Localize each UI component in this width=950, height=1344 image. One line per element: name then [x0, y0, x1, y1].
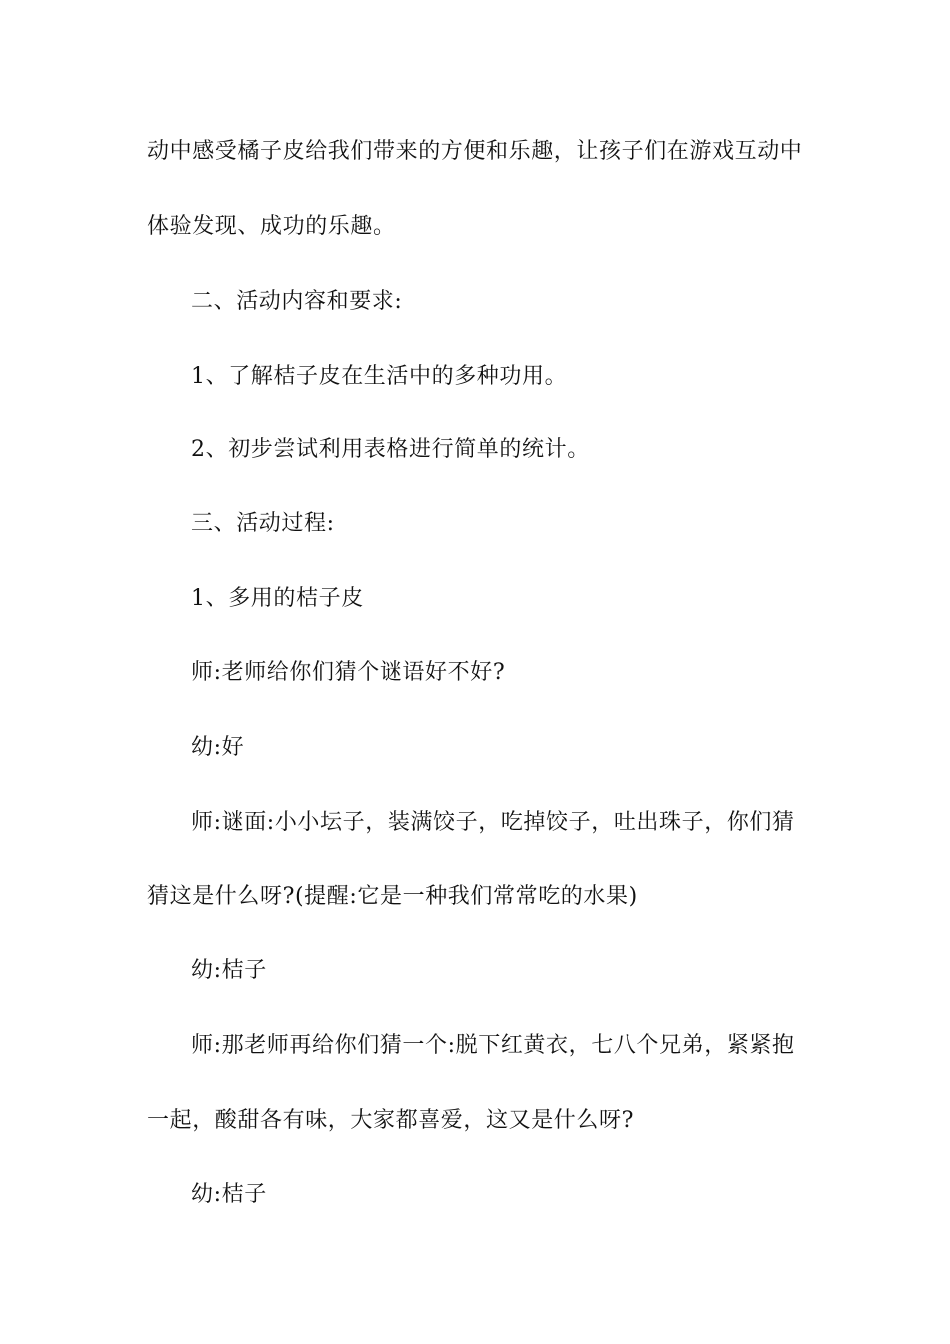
dialogue-line-child: 幼:好: [191, 735, 245, 760]
section-heading-activity-process: 三、活动过程:: [191, 511, 335, 536]
paragraph-continuation: 动中感受橘子皮给我们带来的方便和乐趣，让孩子们在游戏互动中: [147, 139, 803, 164]
dialogue-line-continuation: 猜这是什么呀?(提醒:它是一种我们常常吃的水果): [147, 884, 638, 909]
requirement-item-2: 2、初步尝试利用表格进行简单的统计。: [191, 437, 590, 462]
dialogue-line-child: 幼:桔子: [191, 958, 267, 983]
paragraph-continuation: 体验发现、成功的乐趣。: [147, 214, 396, 239]
dialogue-line-continuation: 一起，酸甜各有味，大家都喜爱，这又是什么呀?: [147, 1108, 634, 1133]
dialogue-line-teacher: 师:老师给你们猜个谜语好不好?: [191, 660, 506, 685]
dialogue-line-teacher: 师:谜面:小小坛子，装满饺子，吃掉饺子，吐出珠子，你们猜: [191, 810, 795, 835]
dialogue-line-teacher: 师:那老师再给你们猜一个:脱下红黄衣，七八个兄弟，紧紧抱: [191, 1033, 795, 1058]
section-heading-activity-content: 二、活动内容和要求:: [191, 289, 403, 314]
process-step-1-heading: 1、多用的桔子皮: [191, 586, 364, 611]
requirement-item-1: 1、了解桔子皮在生活中的多种功用。: [191, 364, 568, 389]
dialogue-line-child: 幼:桔子: [191, 1182, 267, 1207]
